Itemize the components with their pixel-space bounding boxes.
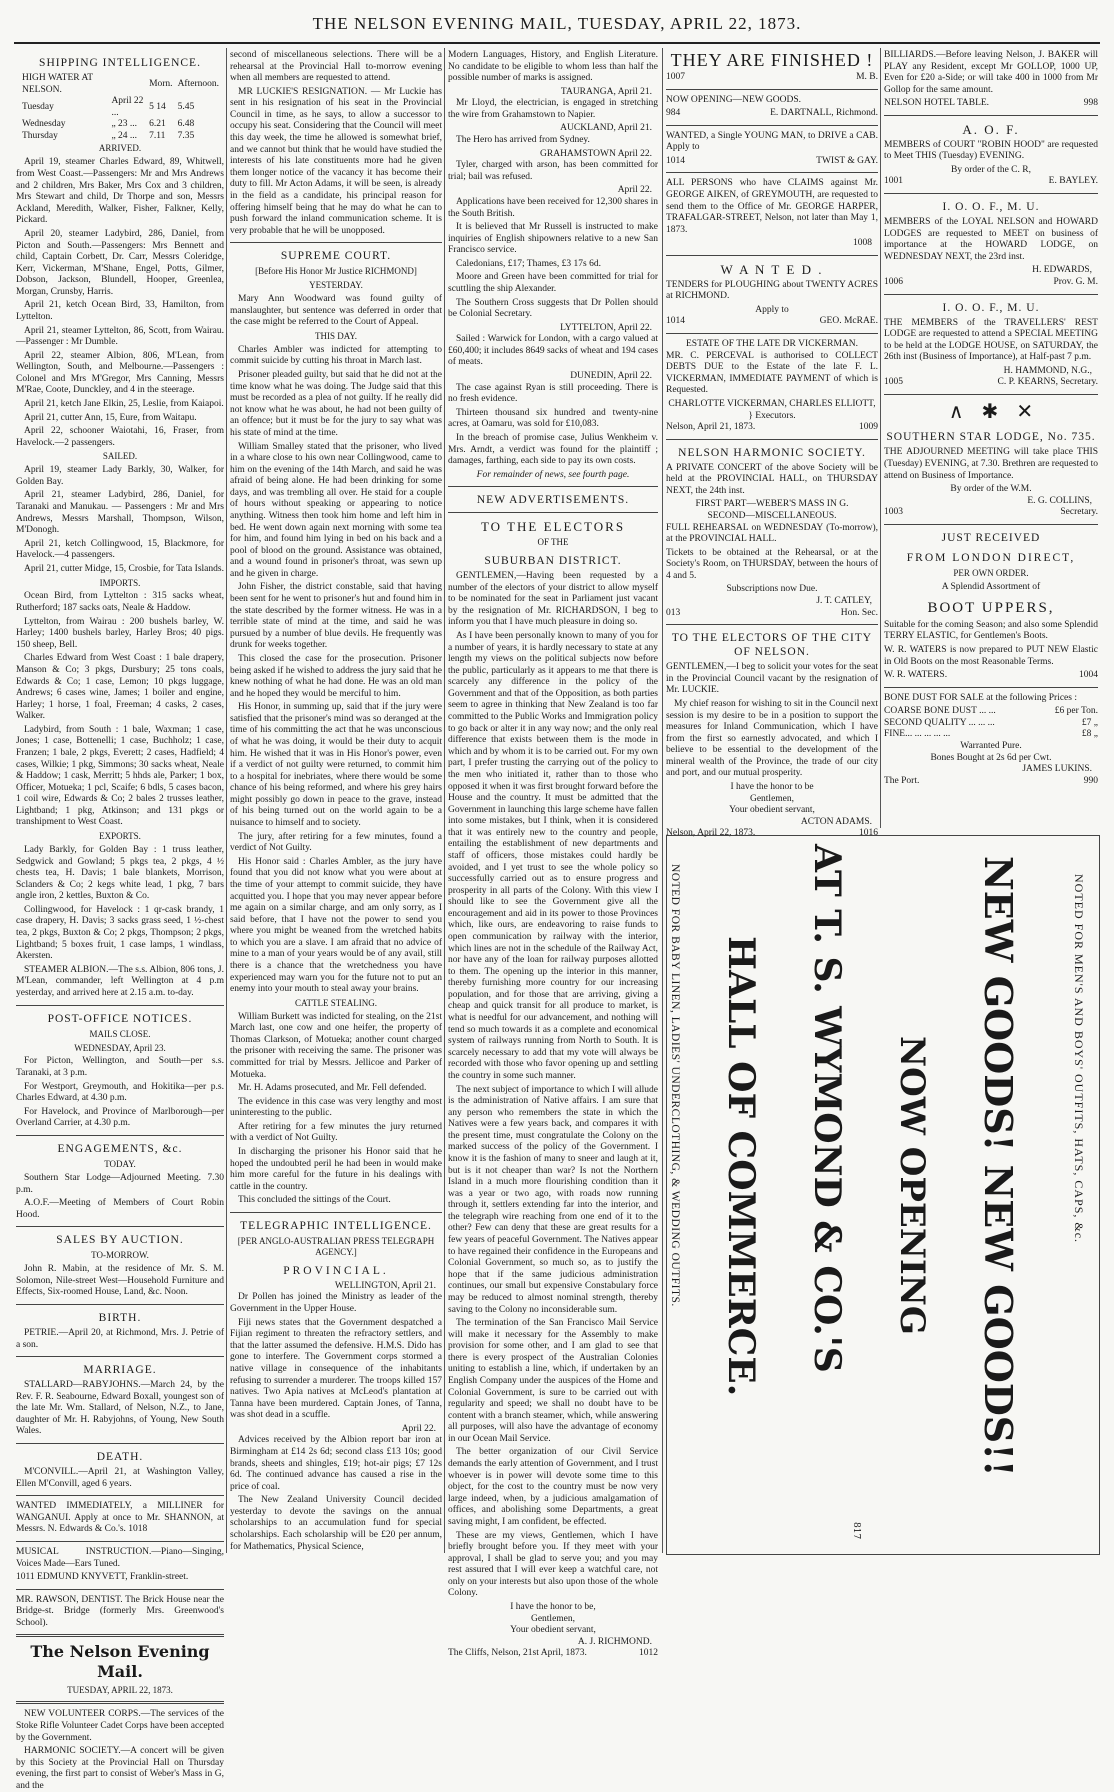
closing: Gentlemen, <box>530 1613 576 1624</box>
price-value: £7 „ <box>1081 717 1098 728</box>
tenders-ad: TENDERS for PLOUGHING about TWENTY ACRES at RICHMOND. <box>666 279 878 302</box>
boot-ad: Suitable for the coming Season; and also some Splendid TERRY ELASTIC, for Gentlemen's Boots. <box>884 619 1098 642</box>
ad-signature-role: Prov. G. M. <box>1053 276 1098 287</box>
tide-header: Morn. <box>149 78 173 89</box>
ad-signature: E. G. COLLINS, <box>1027 495 1092 506</box>
telegram: Caledonians, £17; Thames, £3 17s 6d. <box>456 258 601 269</box>
ioof-title: I. O. O. F., M. U. <box>942 201 1040 214</box>
tickets-note: Tickets to be obtained at the Rehearsal, or at the Society's Room, on THURSDAY, between the hours of 4 and 5. <box>666 547 878 581</box>
court-paragraph: William Burkett was indicted for stealing, on the 21st March last, one cow and one heifer, the property of Thomas Clarkson, of Motueka; another count charged the prisoner with receiving the same. The prisoner was committed for trial by Messrs. Jellicoe and Parker of Motueka. <box>230 1011 442 1080</box>
arrived-title: ARRIVED. <box>98 143 142 154</box>
warranted-note: Warranted Pure. <box>960 740 1022 751</box>
music-ad-signature: 1011 EDMUND KNYVETT, Franklin-street. <box>16 1572 189 1583</box>
telegram: The Hero has arrived from Sydney. <box>456 135 590 146</box>
marriage-title: MARRIAGE. <box>83 1364 157 1377</box>
telegram: Advices received by the Albion report bar iron at Birmingham at £14 2s 6d; second class £13 10s; good brands, sheets and shingles, £19; hot-air pigs; £7 12s 6d. The continued advance has caused a rise in the price of coal. <box>230 1435 442 1492</box>
death-title: DEATH. <box>96 1451 144 1464</box>
ioof-title: I. O. O. F., M. U. <box>942 301 1040 314</box>
concert-part: FIRST PART—WEBER'S MASS IN G. <box>695 499 849 510</box>
divider <box>16 1356 224 1357</box>
divider <box>666 172 878 173</box>
address-paragraph: The better organization of our Civil Service demands the early attention of Government, and I trust whoever is in power will devote some time to this object, for the cost to the country must be now very large indeed, when, by a judicious amalgamation of offices, and abolishing some Departments, a great saving might, I am confident, be effected. <box>448 1447 658 1527</box>
luckie-resignation-article: MR LUCKIE'S RESIGNATION. — Mr Luckie has sent in his resignation of his seat in the Provincial Council in time, as he says, to allow a successor to occupy his seat. Considering that the Council will meet this day week, the time he allowed is somewhat brief, and we cannot but think that he would have studied the interests of his late constituents more had he given them longer notice of the vacancy it has become their duty to fill. Mr Acton Adams, it will be seen, is already in the field as a candidate, his principal reason for offering himself being that he may do what he can to push forward the inland communication scheme. It is very probable that he will be unopposed. <box>230 86 442 236</box>
court-paragraph: This closed the case for the prosecution. Prisoner being asked if he wished to address the jury said that he knew nothing of what he had done. He was an old man and he hoped they would be merciful to him. <box>230 653 442 699</box>
court-paragraph: His Honor said : Charles Ambler, as the jury have found that you did not know what you were about at the time of your attempt to commit suicide, they have acquitted you. I hope that you may never appear before me again on a similar charge, and am only sorry, as I said before, that I have not the power to send you where you might be weaned from the wretched habits to which you are a slave. I am afraid that no advice of mine to a man of your years would be of any avail, still there is a chance that the wretchedness you have experienced may warn you for the future not to put an enemy into your mouth to steal away your brains. <box>230 856 442 995</box>
exports-title: EXPORTS. <box>99 831 141 842</box>
ad-signature-role: Hon. Sec. <box>840 607 878 618</box>
ad-number: 990 <box>1083 775 1098 786</box>
telegram: Moore and Green have been committed for trial for scuttling the ship Alexander. <box>448 272 658 294</box>
ad-place: Nelson, April 21, 1873. <box>666 422 756 433</box>
milliner-ad: WANTED IMMEDIATELY, a MILLINER for WANGANUI. Apply at once to Mr. SHANNON, at Messrs. N. Edwards & Co.'s. 1018 <box>16 1501 224 1535</box>
tide-cell: 6.21 <box>149 119 166 130</box>
wanted-title: W A N T E D . <box>720 261 824 277</box>
cattle-stealing-heading: CATTLE STEALING. <box>295 997 377 1008</box>
remainder-note: For remainder of news, see fourth page. <box>476 469 630 480</box>
ad-number: 1005 <box>884 377 903 388</box>
city-address: GENTLEMEN,—I beg to solicit your votes for the seat in the Provincial Council vacant by the resignation of Mr. LUCKIE. <box>666 662 878 696</box>
column-3 <box>448 50 659 1659</box>
rehearsal-note: FULL REHEARSAL on WEDNESDAY (To-morrow), at the PROVINCIAL HALL. <box>666 522 878 545</box>
telegram: The Southern Cross suggests that Dr Pollen should be Colonial Secretary. <box>448 297 658 320</box>
death-entry: M'CONVILL.—April 21, at Washington Valley, Ellen M'Convill, aged 6 years. <box>16 1467 224 1489</box>
court-paragraph: The evidence in this case was very lengthy and most uninteresting to the public. <box>230 1096 442 1119</box>
ad-signature: E. BAYLEY. <box>1048 176 1098 187</box>
court-paragraph: The jury, after retiring for a few minutes, found a verdict of Not Guilty. <box>230 831 442 854</box>
divider <box>16 1304 224 1305</box>
tide-cell: April 22 ... <box>111 96 144 118</box>
ad-signature: H. EDWARDS, <box>1032 265 1092 276</box>
claims-ad: ALL PERSONS who have CLAIMS against Mr. GEORGE AIKEN, of GREYMOUTH, are requested to send them to the Office of Mr. GEORGE HARPER, TRAFALGAR-STREET, Nelson, not later than May 1, 1873. <box>666 178 878 235</box>
telegram: The New Zealand University Council decided yesterday to devote the savings on the annual scholarships to an accumulation fund for special scholarships. Each scholarship will be £20 per annum, for Mathematics, Physical Science, <box>230 1495 442 1552</box>
divider <box>16 1495 224 1496</box>
waters-ad: W. R. WATERS is now prepared to PUT NEW Elastic in Old Boots on the most Reasonable Terms. <box>884 644 1098 667</box>
dateline: TAURANGA, April 21. <box>560 86 652 97</box>
ad-number: 1014 <box>666 316 685 327</box>
column-divider <box>444 48 445 1553</box>
masonic-emblem <box>884 400 1098 424</box>
ad-line-baby-linen: NOTED FOR BABY LINEN, LADIES' UNDERCLOTHING, & WEDDING OUTFITS. <box>669 864 681 1307</box>
tide-cell: 7.35 <box>177 130 195 141</box>
mails-date: WEDNESDAY, April 23. <box>74 1042 166 1053</box>
divider <box>666 89 878 90</box>
birth-title: BIRTH. <box>98 1311 142 1324</box>
export-entry: Collingwood, for Havelock : 1 qr-cask brandy, 1 case drapery, H. Davis; 3 sacks grass seed, 1 ½-chest tea, 2 pkgs, Buxton & Co; 2 pkgs, Thompson; 2 pkgs, Lightband; 5 boxes fruit, 1 case lamps, 1 windlass, Akersten. <box>16 904 224 962</box>
court-paragraph: John Fisher, the district constable, said that having been sent for he went to prisoner's hut and found him in the state described by the former witness. He was in a terrible state of mind at the time, and said he was pursued by a number of blue devils. He frequently was drunk for weeks together. <box>230 582 442 651</box>
tide-cell: Wednesday <box>22 119 66 130</box>
concert-part: SECOND—MISCELLANEOUS. <box>707 511 837 522</box>
court-paragraph: William Smalley stated that the prisoner, who lived in a whare close to his own near Collingwood, came to him on the evening of the 14th March, and said he was afraid of being alone. He had been drinking for some days, and was trembling all over. He staid for a couple of hours without speaking or appearing to notice anything. Witness then took him home and left him in bed. He went down again next morning with some tea for him, and found him lying in bed on his back and a pool of blood on the ground. Assistance was obtained, and a wound found in prisoner's throat, was sewn up and he given in charge. <box>230 441 442 579</box>
ad-number: 1014 <box>666 155 685 166</box>
column-divider <box>662 48 663 1553</box>
ad-number: 1007 <box>666 71 685 82</box>
telegram: Fiji news states that the Government despatched a Fijian regiment to threaten the refractory settlers, and that the latter assumed the defensive. H.M.S. Dido has gone to interfere. The Government corps stormed a native village in consequence of the inhabitants refusing to surrender a murderer. The troops killed 157 natives. Two Apia natives at McLeod's plantation at Tanna have been murdered. Captain Jones, of Tanna, was shot dead in a scuffle. <box>230 1317 442 1421</box>
divider <box>884 294 1098 295</box>
city-address: My chief reason for wishing to sit in the Council next session is my desire to be in a position to support the measures for Inland Communication, which I have from the first so earnestly advocated, and which I believe to be essential to the development of the mineral wealth of the Province, the trade of our city and port, and our mutual prosperity. <box>666 698 878 779</box>
divider <box>666 439 878 440</box>
engagements-title: ENGAGEMENTS, &c. <box>57 1142 183 1155</box>
dateline: GRAHAMSTOWN April 22. <box>540 148 652 159</box>
aof-order: By order of the C. R, <box>951 164 1031 175</box>
closing: Your obedient servant, <box>729 805 815 816</box>
harmonic-title: NELSON HARMONIC SOCIETY. <box>678 446 866 459</box>
music-ad: MUSICAL INSTRUCTION.—Piano—Singing, Voices Made—Ears Tuned. <box>16 1546 224 1569</box>
engagements-sub: TODAY. <box>104 1158 136 1169</box>
divider <box>16 1005 224 1006</box>
export-entry: Lady Barkly, for Golden Bay : 1 truss leather, Sedgwick and Gowland; 5 pkgs tea, 2 pkgs, 4 ½ chests tea, H. Davis; 1 bale blankets, Morrison, Sclanders & Co; 2 kegs white lead, 1 pkg, 7 bars angle iron, 2 kettles, Buxton & Co. <box>16 845 224 902</box>
wymond-display-ad <box>666 835 1100 1555</box>
column-divider <box>880 48 881 828</box>
finished-ad: THEY ARE FINISHED ! <box>670 50 874 70</box>
telegraphic-title: TELEGRAPHIC INTELLIGENCE. <box>240 1219 432 1232</box>
engagement-entry: A.O.F.—Meeting of Members of Court Robin Hood. <box>16 1198 224 1220</box>
divider <box>16 1226 224 1227</box>
southern-star-title: SOUTHERN STAR LODGE, No. 735. <box>886 431 1096 444</box>
just-received: PER OWN ORDER. <box>953 567 1029 578</box>
wanted-young-man-ad: WANTED, a Single YOUNG MAN, to DRIVE a CAB. Apply to <box>666 130 878 153</box>
telegram: Tyler, charged with arson, has been committed for trial; bail was refused. <box>448 160 658 182</box>
now-opening-ad: NOW OPENING—NEW GOODS. <box>666 94 802 105</box>
telegram: In the breach of promise case, Julius Wenkheim v. Mrs. Arndt, a verdict was found for the plaintiff ; damages, farthing, each side to pay its own costs. <box>448 432 658 467</box>
tenders-apply: Apply to <box>755 304 789 315</box>
ad-number: 984 <box>666 108 681 119</box>
column-1 <box>16 50 224 1791</box>
engagement-entry: Southern Star Lodge—Adjourned Meeting. 7.30 p.m. <box>16 1172 224 1195</box>
sales-title: SALES BY AUCTION. <box>56 1234 184 1247</box>
arrival-entry: April 19, steamer Charles Edward, 89, Whitwell, from West Coast.—Passengers: Mr and Mrs Andrews and 2 children, Mrs Baker, Mrs Cox and 3 children, Mrs Stewart and child, Dr Thorpe and son, Messrs Ackland, Meredith, Walker, Fisher, Falkner, Kelly, Pickard. <box>16 157 224 226</box>
divider <box>884 394 1098 395</box>
ad-number: 1012 <box>639 1648 658 1659</box>
column-divider <box>226 48 227 1553</box>
divider <box>884 115 1098 116</box>
estate-title: ESTATE OF THE LATE DR VICKERMAN. <box>685 339 858 350</box>
paper-date: TUESDAY, APRIL 22, 1873. <box>67 1685 173 1696</box>
dateline: April 22. <box>401 1423 436 1434</box>
electors-district: SUBURBAN DISTRICT. <box>484 555 622 568</box>
tide-cell: 5.45 <box>177 101 195 112</box>
closing: I have the honor to be, <box>510 1601 596 1612</box>
divider <box>448 486 658 487</box>
ad-number: 013 <box>666 607 681 618</box>
ad-number: 1003 <box>884 507 903 518</box>
telegram: Modern Languages, History, and English Literature. No candidate to be eligible to whom less than half the possible number of marks is assigned. <box>448 50 658 84</box>
closing: Your obedient servant, <box>510 1625 596 1636</box>
aof-ad: MEMBERS of COURT "ROBIN HOOD" are requested to Meet THIS (Tuesday) EVENING. <box>884 139 1098 162</box>
court-case: Mary Ann Woodward was found guilty of manslaughter, but sentence was deferred in order that the case might be referred to the Court of Appeal. <box>230 294 442 328</box>
closing: Gentlemen, <box>749 793 795 804</box>
ad-number: 817 <box>851 1522 861 1540</box>
dateline: WELLINGTON, April 21. <box>334 1280 436 1291</box>
price-value: £8 „ <box>1081 729 1098 740</box>
telegram: Thirteen thousand six hundred and twenty-nine acres, at Oamaru, was sold for £10,083. <box>448 407 658 430</box>
tide-cell: 7.11 <box>149 130 166 141</box>
divider <box>230 242 442 243</box>
subscriptions-note: Subscriptions now Due. <box>726 584 818 595</box>
bones-bought-note: Bones Bought at 2s 6d per Cwt. <box>930 752 1052 763</box>
electors-title: TO THE ELECTORS <box>480 519 626 535</box>
local-note: HARMONIC SOCIETY.—A concert will be given by this Society at the Provincial Hall on Thursday evening, the first part to consist of Weber's Mass in G, and the <box>16 1746 224 1791</box>
sailed-title: SAILED. <box>102 451 138 462</box>
post-office-title: POST-OFFICE NOTICES. <box>47 1012 193 1025</box>
court-paragraph: Mr. H. Adams prosecuted, and Mr. Fell defended. <box>238 1083 427 1094</box>
court-paragraph: Charles Ambler was indicted for attempting to commit suicide by cutting his throat in March last. <box>230 344 442 367</box>
local-note: NEW VOLUNTEER CORPS.—The services of the Stoke Rifle Volunteer Cadet Corps have been accepted by the Government. <box>16 1709 224 1743</box>
dateline: AUCKLAND, April 21. <box>560 123 652 134</box>
court-paragraph: His Honor, in summing up, said that if the jury were satisfied that the prisoner's mind was so deranged at the time of his committing the act that he was unconscious of what he was doing, it would be their duty to acquit him. He wished that it was in His Honor's power, even if a verdict of not guilty were returned, to commit him to a hospital for inebriates, where there would be some chance of his being reformed, and where his grey hairs might possibly go down in peace to the grave, instead of his being turned out on the world again to be a nuisance to himself and to society. <box>230 702 442 829</box>
ad-signature: TWIST & GAY. <box>816 155 878 166</box>
price-label: SECOND QUALITY ... ... ... <box>884 717 995 728</box>
just-received: FROM LONDON DIRECT, <box>906 551 1076 564</box>
sailed-entry: April 19, steamer Lady Barkly, 30, Walker, for Golden Bay. <box>16 465 224 487</box>
ad-number: 1009 <box>859 422 878 433</box>
dateline: LYTTELTON, April 22. <box>560 322 652 333</box>
sailed-entry: April 21, ketch Collingwood, 15, Blackmore, for Havelock.—4 passengers. <box>16 538 224 561</box>
ad-number: 998 <box>1083 98 1098 109</box>
tide-header: Afternoon. <box>177 78 219 89</box>
ioof-ad: MEMBERS of the LOYAL NELSON and HOWARD LODGES are requested to MEET on business of importance at the HOWARD LODGE, on WEDNESDAY NEXT, the 23rd inst. <box>884 217 1098 262</box>
court-paragraph: After retiring for a few minutes the jury returned with a verdict of Not Guilty. <box>230 1121 442 1144</box>
ad-signature: E. DARTNALL, Richmond. <box>770 108 878 119</box>
crossed-swords-icon: ✕ <box>1016 401 1034 424</box>
ad-signature: W. R. WATERS. <box>884 670 948 681</box>
ad-number: 1001 <box>884 176 903 187</box>
birth-entry: PETRIE.—April 20, at Richmond, Mrs. J. Petrie of a son. <box>16 1327 224 1350</box>
column-5 <box>884 50 1098 830</box>
tide-cell: 5 14 <box>149 101 166 112</box>
ad-place: Nelson, April 22, 1873. <box>666 828 756 839</box>
dateline: April 22. <box>617 185 652 196</box>
billiards-ad: BILLIARDS.—Before leaving Nelson, J. BAKER will PLAY any Resident, except Mr GOLLOP, 1000 UP, Even for £20 a-Side; or will take 400 in 1000 from Mr Gollop for the same amount. <box>884 50 1098 95</box>
address-paragraph: As I have been personally known to many of you for a number of years, it is hardly necessary to state at any length my views on the political subjects now before the public, particularly as it appears to me that there is scarcely any difference in the policy of the Government and that of the Opposition, as both parties seem to agree in thinking that New Zealand is too far committed to the Public Works and Immigration policy to go back or alter it in any way now; and the only real difference that exists between them is the mode in which and by whom it is to be carried out. For my own part, I prefer trusting the carrying out of the policy to the men who initiated it, rather than to those who opposed it when it was first brought forward before the House and the country. It must be admitted that the Government in launching this large scheme have fallen into some mistakes, but I think, when it is considered that it was entirely new to the country and people, entailing the establishment of new departments and staff of officers, those mistakes could hardly be avoided, and I yet trust to see the whole policy so successfully carried out as to ensure progress and prosperity in all parts of the Colony. With this view I should like to see the Government give all the encouragement and aid in its power to those Provinces which, like ours, are endeavoring to raise funds to open communication by railway with the interior, which lines are not in the schedule of the Railway Act, nor have any of the loan for railway purposes allotted to them. The opening up the interior in this manner, thereby furnishing more country for our increasing population, and for those that are arriving, giving a cheap and quick transit for all produce to market, is what is needful for our advancement, and nothing will tend so much towards it as a complete and economical system of railways running from North to South. It is scarcely necessary to add that my vote will always be recorded with those who favor opening up and settling the country in some such manner. <box>448 630 658 1081</box>
telegram: Dr Pollen has joined the Ministry as leader of the Government in the Upper House. <box>230 1292 442 1315</box>
ad-place: The Port. <box>884 775 920 786</box>
aof-title: A. O. F. <box>962 121 1020 137</box>
masthead: THE NELSON EVENING MAIL, TUESDAY, APRIL 22, 1873. <box>312 14 802 33</box>
bone-dust-ad: BONE DUST FOR SALE at the following Prices : <box>884 692 1077 703</box>
tide-cell: „ 23 ... <box>111 119 138 130</box>
closing: I have the honor to be <box>730 782 814 793</box>
mail-entry: For Picton, Wellington, and South—per s.s. Taranaki, at 3 p.m. <box>16 1056 224 1079</box>
arrival-entry: April 21, steamer Lyttelton, 86, Scott, from Wairau.—Passenger : Mr Dumble. <box>16 325 224 348</box>
ad-signature: NELSON HOTEL TABLE. <box>884 98 990 109</box>
divider <box>884 687 1098 688</box>
compass-icon: ∧ <box>948 401 964 424</box>
divider <box>16 1443 224 1444</box>
shipping-title: SHIPPING INTELLIGENCE. <box>39 57 201 69</box>
divider <box>666 125 878 126</box>
telegram: Applications have been received for 12,300 shares in the South British. <box>448 196 658 219</box>
import-entry: Ocean Bird, from Lyttelton : 315 sacks wheat, Rutherford; 187 sacks oats, Neale & Haddow. <box>16 591 224 614</box>
tide-cell: „ 24 ... <box>111 130 138 141</box>
tide-table <box>22 73 224 142</box>
masthead-rule <box>14 42 1100 44</box>
sailed-entry: April 21, cutter Midge, 15, Crosbie, for Tata Islands. <box>24 563 224 574</box>
telegraph-agency: [PER ANGLO-AUSTRALIAN PRESS TELEGRAPH AGENCY.] <box>237 1235 435 1257</box>
ad-signature: H. HAMMOND, N.G., <box>1003 365 1092 376</box>
sales-sub: TO-MORROW. <box>91 1250 149 1261</box>
divider <box>16 1541 224 1542</box>
paper-nameplate: The Nelson Evening Mail. <box>30 1642 210 1681</box>
provincial-heading: PROVINCIAL. <box>283 1264 389 1277</box>
boot-uppers-title: BOOT UPPERS, <box>927 600 1055 617</box>
tide-cell: Thursday <box>22 130 58 141</box>
sale-entry: John R. Mabin, at the residence of Mr. S. M. Solomon, Nile-street West—Household Furniture and Effects, Six-roomed House, Land, &c. Noon. <box>16 1264 224 1298</box>
column-4 <box>666 50 878 839</box>
price-value: £6 per Ton. <box>1054 706 1098 717</box>
ad-number: 1004 <box>1079 670 1098 681</box>
ad-line-hall-of-commerce: HALL OF COMMERCE. <box>720 936 762 1397</box>
imports-title: IMPORTS. <box>99 577 141 588</box>
divider <box>884 524 1098 525</box>
arrival-entry: April 21, ketch Jane Elkin, 25, Leslie, from Kaiapoi. <box>24 399 224 410</box>
marriage-entry: STALLARD—RABYJOHNS.—March 24, by the Rev. F. R. Seabourne, Edward Boxall, youngest son of the late Mr. Wm. Stallard, of Nelson, N.Z., to Jane, daughter of Mr. H. Rabyjohns, of Young, New South Wales. <box>16 1380 224 1437</box>
executors: CHARLOTTE VICKERMAN, CHARLES ELLIOTT, } Executors. <box>668 398 876 421</box>
signature: ACTON ADAMS. <box>800 816 872 827</box>
signature-place: The Cliffs, Nelson, 21st April, 1873. <box>448 1648 587 1659</box>
ad-signature: GEO. McRAE. <box>819 316 878 327</box>
court-paragraph: In discharging the prisoner his Honor said that he hoped the undoubted peril he had been in would make him more careful for the future in his dealings with cattle in the country. <box>230 1147 442 1192</box>
harmonic-ad: A PRIVATE CONCERT of the above Society will be held at the PROVINCIAL HALL, on THURSDAY NEXT, the 24th inst. <box>666 462 878 496</box>
arrival-entry: April 21, cutter Ann, 15, Eure, from Waitapu. <box>24 412 197 423</box>
divider <box>16 1135 224 1136</box>
divider <box>666 255 878 256</box>
address-paragraph: These are my views, Gentlemen, which I have briefly brought before you. If they meet with your approval, I shall be glad to serve you; and you may rest assured that I will ever keep a watchful care, not only on your interests but also upon those of the whole Colony. <box>448 1530 658 1599</box>
divider <box>230 1212 442 1213</box>
sailed-entry: April 21, steamer Ladybird, 286, Daniel, for Taranaki and Manukau. — Passengers : Mr and Mrs Andrews, Messrs Marshall, Thompson, Wilson, M'Donogh. <box>16 490 224 536</box>
telegram: Sailed : Warwick for London, with a cargo valued at £60,400; it includes 8649 sacks of wheat and 194 cases of meats. <box>448 334 659 368</box>
divider <box>884 193 1098 194</box>
price-label: COARSE BONE DUST ... ... <box>884 706 996 717</box>
star-order: By order of the W.M. <box>950 484 1032 495</box>
divider <box>16 1589 224 1590</box>
arrival-entry: April 20, steamer Ladybird, 286, Daniel, from Picton and South.—Passengers: Mrs Bennett and child, Captain Corbett, Dr. Carr, Messrs Coleridge, Kerr, Vickerman, M'Shane, Engel, Potts, Gilmer, Dobson, Jackson, Blundell, Hooper, Greenlea, Morgan, Crunsby, Harris. <box>16 228 224 297</box>
article-continuation: second of miscellaneous selections. There will be a rehearsal at the Provincial Hall to-morrow evening when all members are requested to attend. <box>230 50 442 84</box>
column-2 <box>230 50 442 1555</box>
electors-of: OF THE <box>537 537 569 548</box>
arrival-entry: April 21, ketch Ocean Bird, 33, Hamilton, from Lyttelton. <box>16 300 224 322</box>
court-paragraph: Prisoner pleaded guilty, but said that he did not at the time know what he was doing. The Judge said that this must be recorded as a plea of not guilty. If he really did not know what he was about, he had not been guilty of an offence; but it must be for the jury to say what was his state of mind at the time. <box>230 370 442 438</box>
estate-ad: MR. C. PERCEVAL is authorised to COLLECT DEBTS DUE to the Estate of the late F. L. VICKERMAN, IMMEDIATE PAYMENT of which is Requested. <box>666 350 878 396</box>
price-label: FINE... ... ... ... ... <box>884 729 951 740</box>
ad-signature: JAMES LUKINS. <box>1022 764 1092 775</box>
splendid-note: A Splendid Assortment of <box>941 581 1041 592</box>
yesterday-heading: YESTERDAY. <box>309 280 363 291</box>
ad-number: 1008 <box>853 238 872 249</box>
signature: A. J. RICHMOND. <box>577 1636 652 1647</box>
tide-cell: Tuesday <box>22 101 54 112</box>
tide-header: HIGH WATER AT NELSON. <box>22 73 93 95</box>
arrival-entry: April 22, schooner Waiotahi, 16, Fraser, from Havelock.—2 passengers. <box>16 426 224 448</box>
telegram: It is believed that Mr Russell is instructed to make inquiries of English shipowners relative to a new San Francisco service. <box>448 222 658 256</box>
arrival-entry: April 22, steamer Albion, 806, M'Lean, from Wellington, South, and Melbourne.—Passengers : Colonel and Mrs M'Gregor, Mrs Canning, Messrs M'Rae, Coote, Dunckley, and 4 in the steerage. <box>16 350 224 396</box>
address-paragraph: The next subject of importance to which I will allude is the administration of Native affairs. I am sure that any person who remembers the state in which the Natives were a few years back, and compares it with the present time, must congratulate the Colony on the marked success of the policy of the Government. I know it is the fashion of many to sneer and laugh at it, but is it not cheaper than war? Is not the Northern Island in a much more flourishing condition than it was a year or two ago, with roads now running through it, settlers extending far into the interior, and the telegraph wire reaching from one end of it to the other? Few can deny that these are great results for a few years of peaceful Government. The Natives appear to have regained their confidence in the Europeans and Colonial Government, so much so, as to justify the hope that if the same judicious administration continues, our small but expensive Constabulary force may be reduced to almost nominal strength, thereby saving to the Colony no inconsiderable sum. <box>448 1084 658 1315</box>
import-entry: Ladybird, from South : 1 bale, Waxman; 1 case, Jones; 1 case, Bottenelli; 1 case, Buchholz; 1 case, Franzen; 1 bale, 2 pkgs, Everett; 2 cases, Hadfield; 4 cases, Wilkie; 1 pkg, Simmons; 30 sacks wheat, Neale & Haddow; 1 cask, Merritt; 5 hhds ale, Parker; 1 box, Officer, Motueka; 1 pcl, Scaife; 6 bdls, 5 cases bacon, 1 coil wire, Edwards & Co; 2 bales 2 trusses leather, Lightband; 1 pkg, Atkinson; and 131 pkgs or transhipment to West Coast. <box>16 724 224 828</box>
divider <box>666 624 878 625</box>
star-icon: ✱ <box>981 401 999 424</box>
ad-signature-role: Secretary. <box>1060 507 1098 518</box>
new-advertisements-title: NEW ADVERTISEMENTS. <box>476 494 630 507</box>
ad-line-now-opening: NOW OPENING <box>892 1036 932 1335</box>
dateline: DUNEDIN, April 22. <box>570 371 652 382</box>
just-received: JUST RECEIVED <box>941 531 1041 544</box>
divider <box>666 333 878 334</box>
city-electors-title: TO THE ELECTORS OF THE CITY OF NELSON. <box>671 632 873 659</box>
ad-signature: C. P. KEARNS, Secretary. <box>997 377 1098 388</box>
mails-close-heading: MAILS CLOSE. <box>89 1028 151 1039</box>
court-paragraph: This concluded the sittings of the Court. <box>238 1195 391 1206</box>
divider <box>16 1634 224 1637</box>
supreme-court-title: SUPREME COURT. <box>280 250 392 263</box>
ad-number: 1006 <box>884 276 903 287</box>
ad-signature: M. B. <box>856 71 878 82</box>
address-paragraph: The termination of the San Francisco Mail Service will make it necessary for the Assembly to make provision for some other, and I am glad to see that there is every prospect of the Australian Colonies uniting to establish a line, which, if undertaken by an English Company under the auspices of the Home and Colonial Government, is sure to be carried out with regularity and speed; we shall no doubt have to be content with a branch steamer, which, while answering all purposes, will also have the advantage of economy in our Ocean Mail Service. <box>448 1318 658 1444</box>
ad-line-outfits: NOTED FOR MEN'S AND BOYS' OUTFITS, HATS, CAPS, &c. <box>1072 874 1086 1244</box>
telegram: Mr Lloyd, the electrician, is engaged in stretching the wire from Grahamstown to Napier. <box>448 98 658 120</box>
divider <box>16 1701 224 1704</box>
ioof-ad: THE MEMBERS of the TRAVELLERS' REST LODGE are requested to attend a SPECIAL MEETING to be held at the LODGE HOUSE, on SATURDAY, the 26th inst (Business of Importance), at Half-past 7 p.m. <box>884 317 1098 363</box>
dentist-ad: MR. RAWSON, DENTIST. The Brick House near the Bridge-st. Bridge (formerly Mrs. Greenwood's School). <box>16 1594 224 1628</box>
address-paragraph: GENTLEMEN,—Having been requested by a number of the electors of your district to allow myself to be nominated for the seat in Parliament just vacant by the resignation of Mr. RICHARDSON, I beg to inform you that I have much pleasure in doing so. <box>448 571 658 628</box>
telegram: The case against Ryan is still proceeding. There is no fresh evidence. <box>448 382 658 405</box>
tide-cell: 6.48 <box>177 119 195 130</box>
import-entry: Lyttelton, from Wairau : 200 bushels barley, W. Harley; 1400 bushels barley, Harley Bros; 40 pigs. 150 sheep, Bell. <box>16 616 224 650</box>
import-entry: Charles Edward from West Coast : 1 bale drapery, Manson & Co; 3 pkgs, Dursbury; 25 tons coals, Edwards & Co; 1 case, Lemon; 10 pkgs luggage, Andrews; 6 cases wine, James; 1 boiler and engine, Harley; 1 horse, 1 foal, Freeman; 4 casks, 2 cases, Walker. <box>16 653 224 722</box>
ad-line-new-goods: NEW GOODS! NEW GOODS!! <box>976 856 1021 1477</box>
court-judge: [Before His Honor Mr Justice RICHMOND] <box>255 266 417 277</box>
divider <box>448 512 658 513</box>
ad-number: 1016 <box>859 828 878 839</box>
mail-entry: For Havelock, and Province of Marlborough—per Overland Carrier, at 4.30 p.m. <box>16 1106 224 1129</box>
albion-note: STEAMER ALBION.—The s.s. Albion, 806 tons, J. M'Lean, commander, left Wellington at 4 p.m yesterday, and arrived here at 2.15 a.m. to-day. <box>16 964 224 998</box>
mail-entry: For Westport, Greymouth, and Hokitika—per p.s. Charles Edward, at 4.30 p.m. <box>16 1081 224 1104</box>
ad-line-wymond: AT T. S. WYMOND & CO.'S <box>806 844 848 1373</box>
ad-signature: J. T. CATLEY, <box>816 596 872 607</box>
this-day-heading: THIS DAY. <box>314 330 357 341</box>
southern-star-ad: THE ADJOURNED MEETING will take place THIS (Tuesday) EVENING, at 7.30. Brethren are requested to attend on Business of Importance. <box>884 447 1098 481</box>
